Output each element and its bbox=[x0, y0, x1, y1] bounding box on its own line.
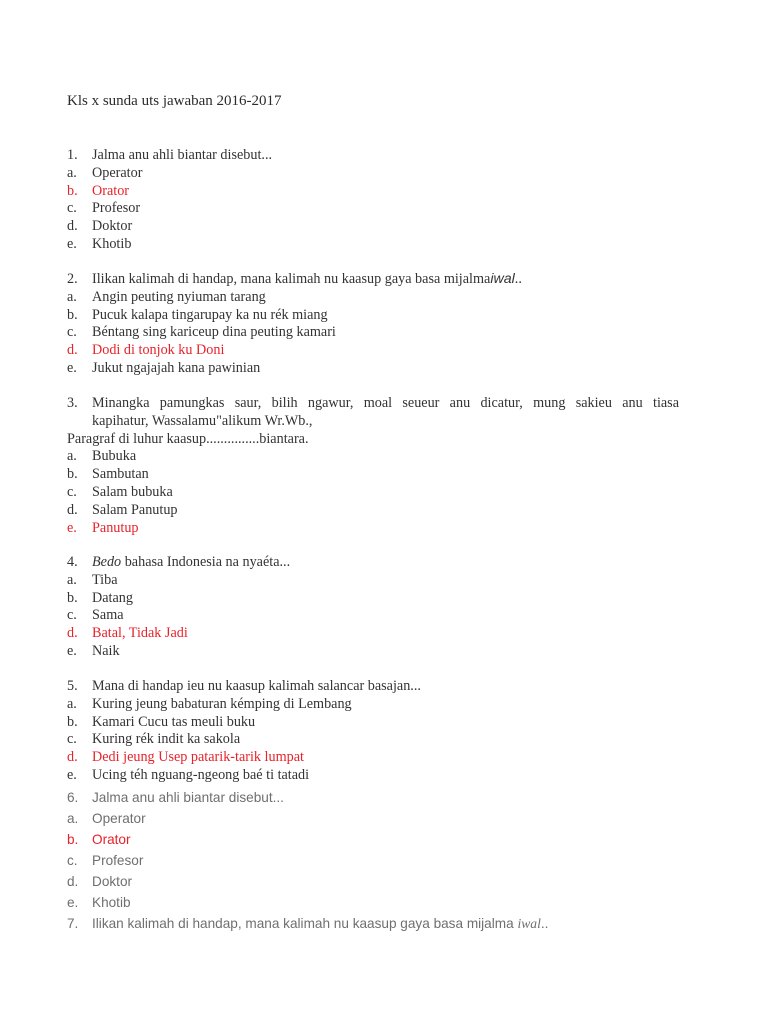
question-6 bbox=[67, 787, 679, 934]
option-d-answer bbox=[67, 749, 679, 767]
question-line bbox=[67, 395, 679, 413]
question-text-main: Ilikan kalimah di handap, mana kalimah nu kaasup gaya basa mijalma bbox=[92, 916, 518, 931]
option-letter: c. bbox=[67, 200, 77, 217]
question-number: 7. bbox=[67, 916, 79, 931]
option-letter: c. bbox=[67, 324, 77, 341]
option-a bbox=[67, 572, 679, 590]
question-2 bbox=[67, 271, 679, 378]
option-text: Sambutan bbox=[92, 466, 149, 483]
option-d-answer bbox=[67, 342, 679, 360]
option-c bbox=[67, 607, 679, 625]
option-letter: a. bbox=[67, 811, 79, 826]
option-letter: d. bbox=[67, 749, 78, 766]
question-text bbox=[92, 913, 548, 934]
option-letter: b. bbox=[67, 713, 78, 730]
option-text: Doktor bbox=[92, 874, 133, 889]
question-text: Jalma anu ahli biantar disebut... bbox=[92, 147, 273, 163]
option-text: Sama bbox=[92, 607, 124, 624]
question-emphasis: iwal bbox=[517, 916, 541, 931]
option-text: Pucuk kalapa tingarupay ka nu rék miang bbox=[92, 306, 328, 323]
option-text: Orator bbox=[92, 182, 130, 199]
option-text: Panutup bbox=[92, 519, 139, 536]
option-c bbox=[67, 850, 679, 871]
option-text: Batal, Tidak Jadi bbox=[92, 625, 188, 642]
option-c bbox=[67, 324, 679, 342]
option-letter: b. bbox=[67, 832, 79, 847]
option-e-answer bbox=[67, 520, 679, 538]
question-number: 3. bbox=[67, 395, 78, 411]
question-text: Mana di handap ieu nu kaasup kalimah salancar basajan... bbox=[92, 678, 421, 694]
option-text: Khotib bbox=[92, 235, 132, 252]
option-text: Béntang sing kariceup dina peuting kamari bbox=[92, 324, 336, 341]
question-text: Jalma anu ahli biantar disebut... bbox=[92, 790, 284, 805]
option-b bbox=[67, 714, 679, 732]
option-e bbox=[67, 360, 679, 378]
option-text: Profesor bbox=[92, 853, 144, 868]
option-text: Jukut ngajajah kana pawinian bbox=[92, 359, 261, 376]
question-1 bbox=[67, 147, 679, 254]
option-letter: e. bbox=[67, 766, 77, 783]
option-letter: e. bbox=[67, 359, 77, 376]
option-a bbox=[67, 808, 679, 829]
question-text-main: Ilikan kalimah di handap, mana kalimah nu kaasup gaya basa mijalma bbox=[92, 271, 491, 287]
option-text: Ucing téh nguang-ngeong baé ti tatadi bbox=[92, 766, 310, 783]
option-a bbox=[67, 448, 679, 466]
option-b bbox=[67, 307, 679, 325]
option-d bbox=[67, 502, 679, 520]
option-letter: e. bbox=[67, 519, 77, 536]
option-letter: a. bbox=[67, 695, 77, 712]
option-text: Salam Panutup bbox=[92, 501, 178, 518]
option-e bbox=[67, 892, 679, 913]
option-d bbox=[67, 218, 679, 236]
option-text: Profesor bbox=[92, 200, 141, 217]
question-tail: .. bbox=[540, 916, 549, 931]
option-text: Orator bbox=[92, 832, 131, 847]
question-line-2 bbox=[67, 413, 679, 431]
question-number: 1. bbox=[67, 147, 78, 163]
option-text: Operator bbox=[92, 164, 143, 181]
question-text-main: bahasa Indonesia na nyaéta... bbox=[121, 554, 291, 570]
option-text: Angin peuting nyiuman tarang bbox=[92, 288, 266, 305]
option-e bbox=[67, 767, 679, 785]
option-letter: e. bbox=[67, 235, 77, 252]
document-title: Kls x sunda uts jawaban 2016-2017 bbox=[67, 93, 282, 109]
option-letter: c. bbox=[67, 731, 77, 748]
option-letter: b. bbox=[67, 182, 78, 199]
option-letter: b. bbox=[67, 466, 78, 483]
option-a bbox=[67, 696, 679, 714]
option-letter: b. bbox=[67, 589, 78, 606]
option-letter: a. bbox=[67, 448, 77, 465]
option-text: Salam bubuka bbox=[92, 483, 173, 500]
option-letter: d. bbox=[67, 218, 78, 235]
question-line bbox=[67, 147, 679, 165]
option-b-answer bbox=[67, 829, 679, 850]
question-text-continued: kapihatur, Wassalamu"alikum Wr.Wb., bbox=[92, 412, 313, 429]
option-text: Kuring rék indit ka sakola bbox=[92, 731, 241, 748]
option-letter: d. bbox=[67, 625, 78, 642]
question-line-3 bbox=[67, 431, 679, 449]
question-line bbox=[67, 271, 679, 289]
option-letter: c. bbox=[67, 853, 78, 868]
option-text: Kamari Cucu tas meuli buku bbox=[92, 713, 256, 730]
option-letter: b. bbox=[67, 306, 78, 323]
question-prompt: Paragraf di luhur kaasup...............biantara. bbox=[67, 430, 309, 447]
question-4 bbox=[67, 554, 679, 661]
option-e bbox=[67, 643, 679, 661]
option-letter: e. bbox=[67, 642, 77, 659]
option-a bbox=[67, 165, 679, 183]
option-text: Khotib bbox=[92, 895, 131, 910]
option-b bbox=[67, 466, 679, 484]
option-d-answer bbox=[67, 625, 679, 643]
option-text: Kuring jeung babaturan kémping di Lembang bbox=[92, 695, 352, 712]
option-letter: c. bbox=[67, 607, 77, 624]
option-letter: c. bbox=[67, 483, 77, 500]
question-emphasis: Bedo bbox=[92, 554, 122, 570]
option-letter: d. bbox=[67, 501, 78, 518]
option-text: Naik bbox=[92, 642, 120, 659]
option-c bbox=[67, 484, 679, 502]
option-b-answer bbox=[67, 183, 679, 201]
question-text: Minangka pamungkas saur, bilih ngawur, moal seueur anu dicatur, mung sakieu anu tiasa bbox=[92, 395, 679, 411]
option-text: Dedi jeung Usep patarik-tarik lumpat bbox=[92, 749, 304, 766]
option-a bbox=[67, 289, 679, 307]
question-line bbox=[67, 554, 679, 572]
question-emphasis: iwal bbox=[490, 271, 515, 287]
question-text bbox=[92, 554, 290, 572]
option-d bbox=[67, 871, 679, 892]
question-5 bbox=[67, 678, 679, 785]
question-tail: .. bbox=[514, 271, 522, 287]
option-text: Bubuka bbox=[92, 448, 137, 465]
option-letter: d. bbox=[67, 874, 79, 889]
question-number: 5. bbox=[67, 678, 78, 694]
question-number: 2. bbox=[67, 271, 78, 287]
option-e bbox=[67, 236, 679, 254]
option-letter: a. bbox=[67, 571, 77, 588]
option-text: Dodi di tonjok ku Doni bbox=[92, 342, 225, 359]
question-7-line bbox=[67, 913, 679, 934]
option-letter: a. bbox=[67, 288, 77, 305]
option-c bbox=[67, 200, 679, 218]
option-text: Datang bbox=[92, 589, 133, 606]
option-letter: e. bbox=[67, 895, 79, 910]
option-text: Operator bbox=[92, 811, 146, 826]
question-number: 6. bbox=[67, 790, 79, 805]
question-text bbox=[92, 271, 522, 289]
question-line bbox=[67, 678, 679, 696]
question-3 bbox=[67, 395, 679, 537]
option-text: Doktor bbox=[92, 218, 133, 235]
option-b bbox=[67, 590, 679, 608]
question-line bbox=[67, 787, 679, 808]
option-letter: d. bbox=[67, 342, 78, 359]
option-c bbox=[67, 731, 679, 749]
option-letter: a. bbox=[67, 164, 77, 181]
question-number: 4. bbox=[67, 554, 78, 570]
option-text: Tiba bbox=[92, 571, 118, 588]
